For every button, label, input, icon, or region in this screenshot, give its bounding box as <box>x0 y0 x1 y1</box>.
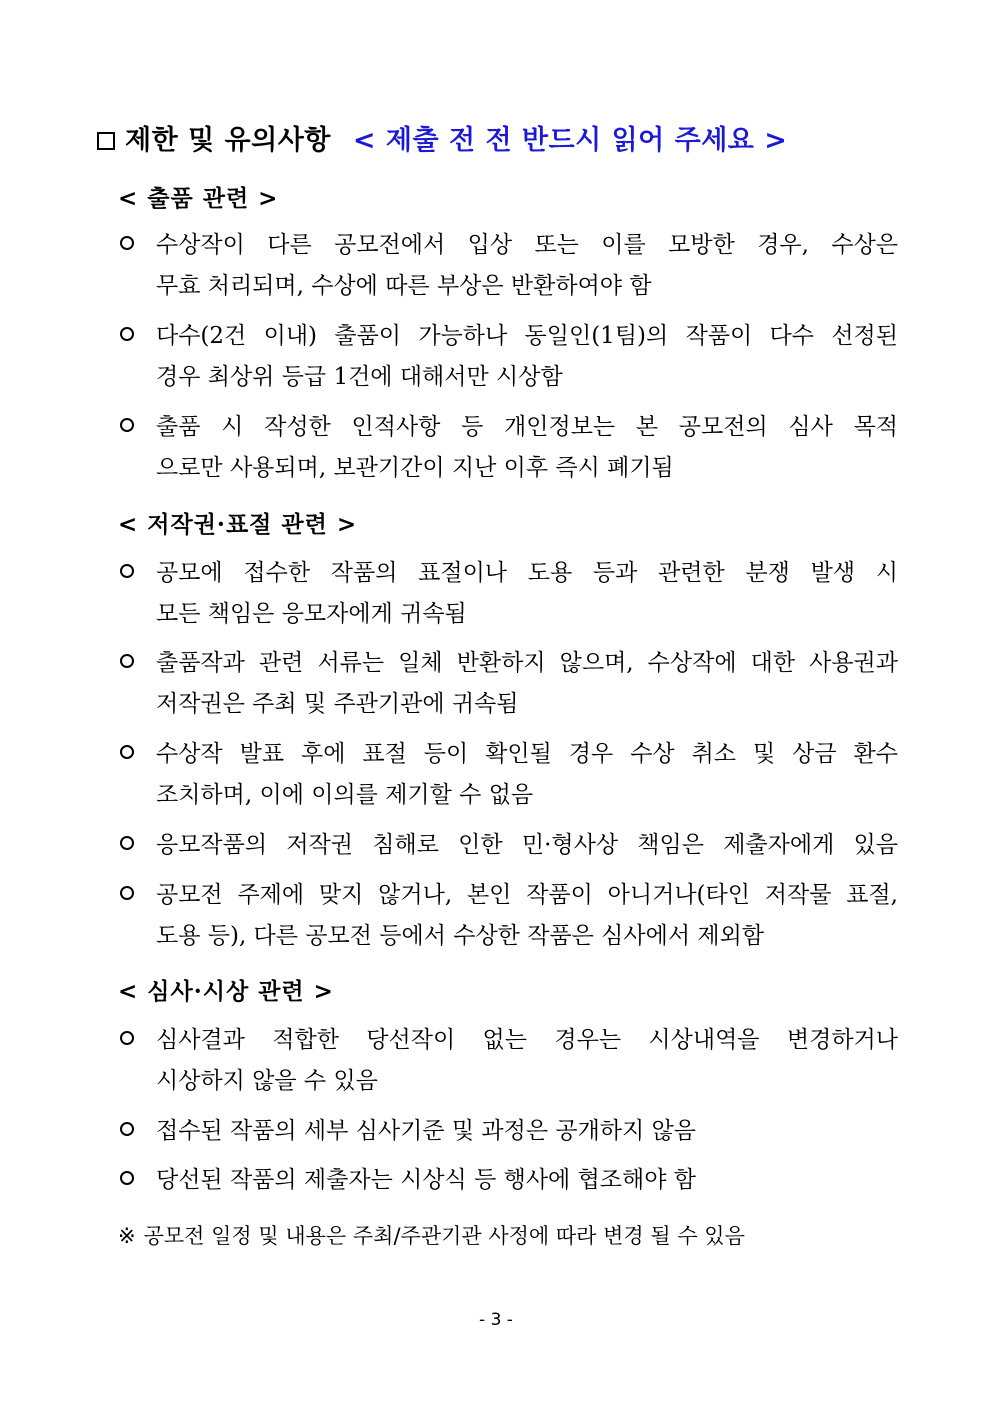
circle-bullet-icon <box>120 1122 134 1136</box>
list-item <box>120 1111 898 1152</box>
page-number: - 3 - <box>479 1310 513 1330</box>
list-item <box>120 825 898 866</box>
list-item <box>120 225 898 307</box>
section-title-copyright: < 저작권·표절 관련 > <box>118 511 358 538</box>
item-line: 저작권은 주최 및 주관기관에 귀속됨 <box>156 691 519 717</box>
circle-bullet-icon <box>120 1031 134 1045</box>
circle-bullet-icon <box>120 564 134 578</box>
circle-bullet-icon <box>120 327 134 341</box>
section-heading <box>97 118 917 157</box>
list-item <box>120 875 898 957</box>
list-item <box>120 1020 898 1102</box>
list-item <box>120 407 898 489</box>
footnote-text: 공모전 일정 및 내용은 주최/주관기관 사정에 따라 변경 될 수 있음 <box>143 1224 745 1248</box>
circle-bullet-icon <box>120 1171 134 1185</box>
item-line: 당선된 작품의 제출자는 시상식 등 행사에 협조해야 함 <box>156 1167 696 1193</box>
circle-bullet-icon <box>120 836 134 850</box>
item-line: 다수(2건 이내) 출품이 가능하나 동일인(1팀)의 작품이 다수 선정된 <box>156 323 898 349</box>
list-item <box>120 316 898 398</box>
list-item <box>120 734 898 816</box>
item-line: 수상작이 다른 공모전에서 입상 또는 이를 모방한 경우, 수상은 <box>156 232 898 258</box>
heading-title: 제한 및 유의사항 <box>125 125 331 156</box>
item-line: 출품 시 작성한 인적사항 등 개인정보는 본 공모전의 심사 목적 <box>156 414 898 440</box>
circle-bullet-icon <box>120 745 134 759</box>
heading-note: < 제출 전 전 반드시 읽어 주세요 > <box>352 125 788 156</box>
circle-bullet-icon <box>120 886 134 900</box>
section-title-judging: < 심사·시상 관련 > <box>118 978 334 1005</box>
footnote <box>118 1220 745 1250</box>
circle-bullet-icon <box>120 236 134 250</box>
item-line: 조치하며, 이에 이의를 제기할 수 없음 <box>156 782 534 808</box>
item-line: 심사결과 적합한 당선작이 없는 경우는 시상내역을 변경하거나 <box>156 1027 898 1053</box>
item-line: 무효 처리되며, 수상에 따른 부상은 반환하여야 함 <box>156 273 652 299</box>
item-line: 으로만 사용되며, 보관기간이 지난 이후 즉시 폐기됨 <box>156 455 674 481</box>
item-line: 출품작과 관련 서류는 일체 반환하지 않으며, 수상작에 대한 사용권과 <box>156 650 898 676</box>
checkbox-square-icon <box>97 132 115 150</box>
item-line: 모든 책임은 응모자에게 귀속됨 <box>156 601 467 627</box>
reference-mark-icon: ※ <box>118 1224 136 1248</box>
item-line: 공모전 주제에 맞지 않거나, 본인 작품이 아니거나(타인 저작물 표절, <box>156 882 898 908</box>
list-item <box>120 643 898 725</box>
item-line: 시상하지 않을 수 있음 <box>156 1068 378 1094</box>
list-item <box>120 553 898 635</box>
item-line: 경우 최상위 등급 1건에 대해서만 시상함 <box>156 364 563 390</box>
circle-bullet-icon <box>120 418 134 432</box>
list-item <box>120 1160 898 1201</box>
item-line: 도용 등), 다른 공모전 등에서 수상한 작품은 심사에서 제외함 <box>156 923 765 949</box>
item-line: 접수된 작품의 세부 심사기준 및 과정은 공개하지 않음 <box>156 1118 696 1144</box>
item-line: 공모에 접수한 작품의 표절이나 도용 등과 관련한 분쟁 발생 시 <box>156 560 898 586</box>
section-title-submission: < 출품 관련 > <box>118 185 279 212</box>
circle-bullet-icon <box>120 654 134 668</box>
item-line: 수상작 발표 후에 표절 등이 확인될 경우 수상 취소 및 상금 환수 <box>156 741 898 767</box>
item-line: 응모작품의 저작권 침해로 인한 민·형사상 책임은 제출자에게 있음 <box>156 832 898 858</box>
